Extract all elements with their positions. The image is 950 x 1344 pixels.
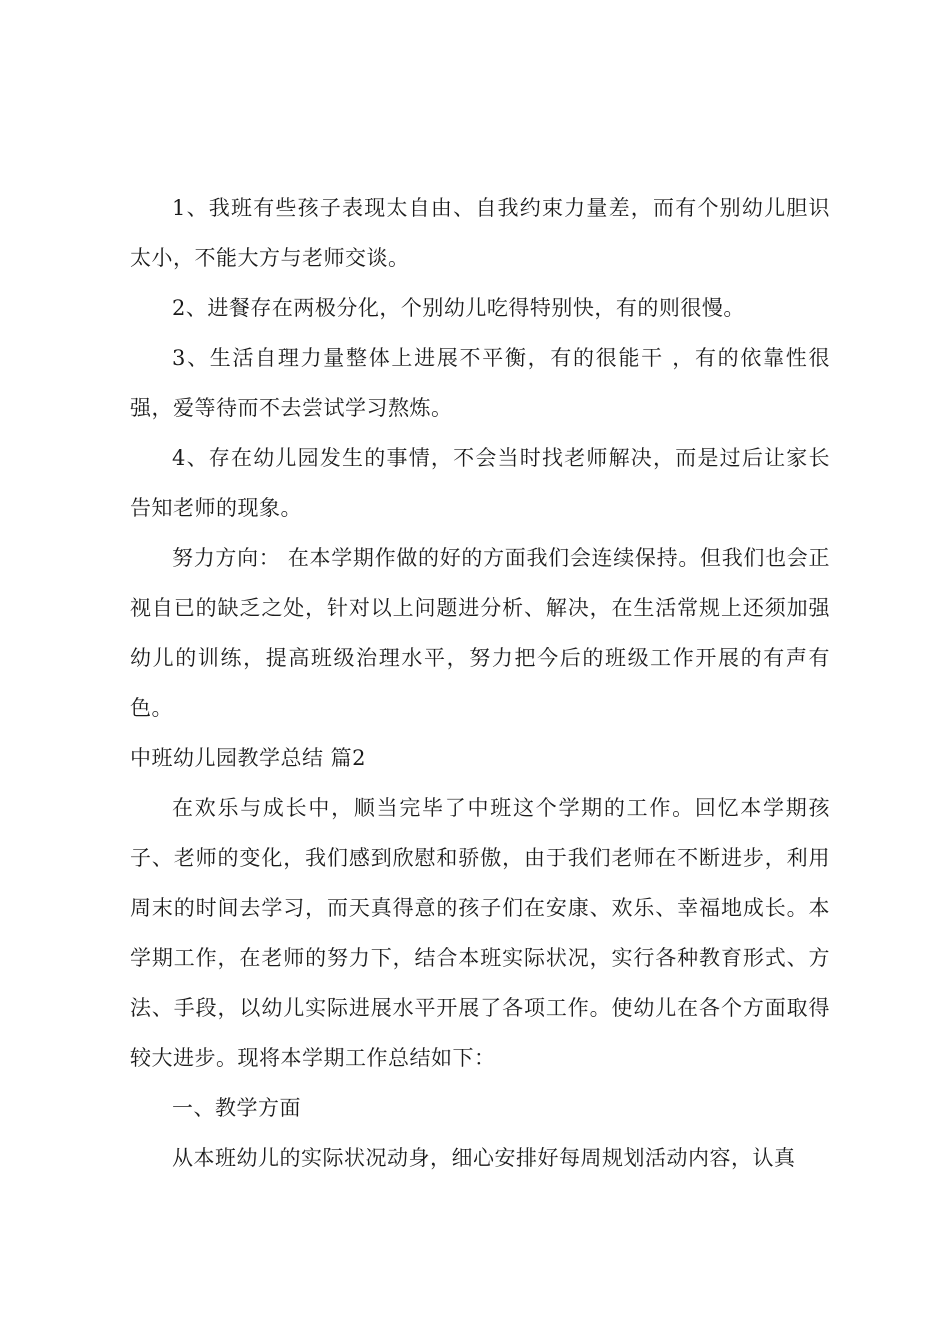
document-page	[130, 183, 830, 1183]
section-title: 中班幼儿园教学总结 篇2	[130, 746, 367, 770]
paragraph-summary-intro: 在欢乐与成长中，顺当完毕了中班这个学期的工作。回忆本学期孩子、老师的变化，我们感到欣慰和骄傲，由于我们老师在不断进步，利用周末的时间去学习，而天真得意的孩子们在安康、欢乐、幸福地成长。本学期工作，在老师的努力下，结合本班实际状况，实行各种教育形式、方法、手段，以幼儿实际进展水平开展了各项工作。使幼儿在各个方面取得较大进步。现将本学期工作总结如下：	[130, 796, 830, 1070]
subheading-teaching: 一、教学方面	[172, 1096, 301, 1120]
paragraph-effort-direction: 努力方向： 在本学期作做的好的方面我们会连续保持。但我们也会正视自已的缺乏之处，针对以上问题进分析、解决，在生活常规上还须加强幼儿的训练，提高班级治理水平，努力把今后的班级工作开展的有声有色。	[130, 546, 830, 720]
paragraph-problem-2: 2、进餐存在两极分化，个别幼儿吃得特别快，有的则很慢。	[172, 296, 745, 320]
paragraph-teaching-start: 从本班幼儿的实际状况动身，细心安排好每周规划活动内容，认真	[172, 1146, 796, 1170]
paragraph-problem-3: 3、生活自理力量整体上进展不平衡，有的很能干 ，有的依靠性很强，爱等待而不去尝试学习熬炼。	[130, 346, 830, 420]
paragraph-problem-4: 4、存在幼儿园发生的事情，不会当时找老师解决，而是过后让家长告知老师的现象。	[130, 446, 830, 520]
paragraph-problem-1: 1、我班有些孩子表现太自由、自我约束力量差，而有个别幼儿胆识太小，不能大方与老师交谈。	[130, 196, 830, 270]
